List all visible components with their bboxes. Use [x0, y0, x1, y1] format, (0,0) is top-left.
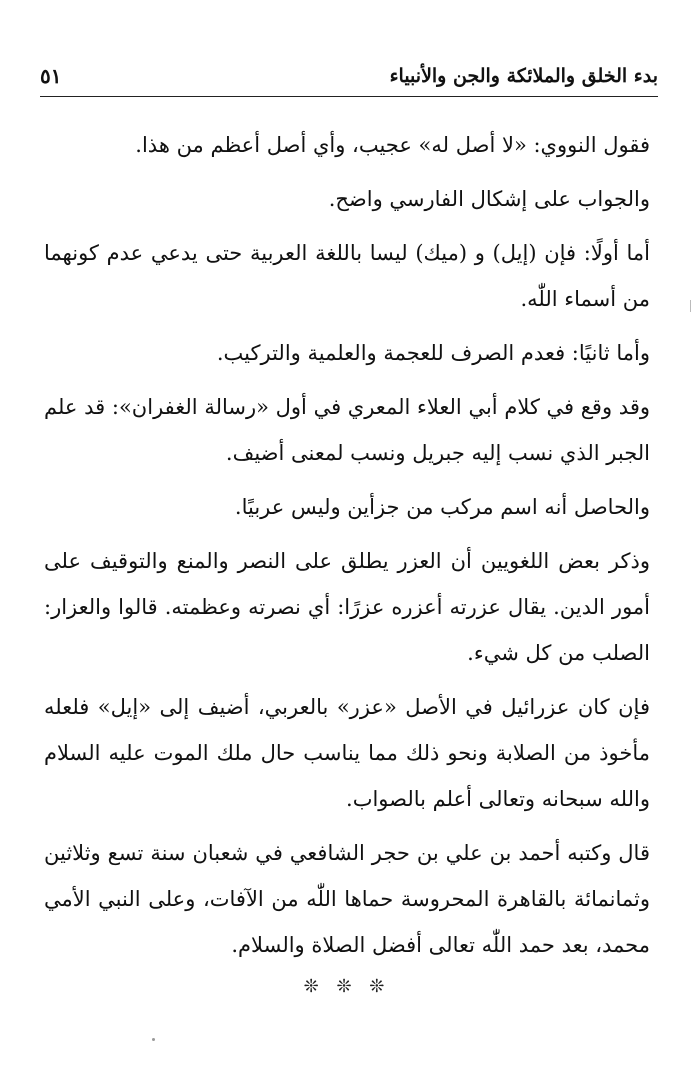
page-header	[40, 58, 658, 94]
paragraph-2: والجواب على إشكال الفارسي واضح.	[328, 187, 650, 211]
paragraph-9: قال وكتبه أحمد بن علي بن حجر الشافعي في شعبان سنة تسع وثلاثين وثمانمائة بالقاهرة المحروسة حماها اللّٰه من الآفات، وعلى النبي الأمي محمد، بعد حمد اللّٰه تعالى أفضل الصلاة والسلام.	[44, 841, 650, 957]
paragraph-7: وذكر بعض اللغويين أن العزر يطلق على النصر والمنع والتوقيف على أمور الدين. يقال عزرته أعزره عزرًا: أي نصرته وعظمته. قالوا والعزار: الصلب من كل شيء.	[44, 549, 650, 665]
margin-mark	[690, 300, 691, 312]
running-title: بدء الخلق والملائكة والجن والأنبياء	[389, 65, 658, 87]
paragraph-6: والحاصل أنه اسم مركب من جزأين وليس عربيًا.	[234, 495, 650, 519]
header-divider	[40, 96, 658, 97]
paragraph-8: فإن كان عزرائيل في الأصل «عزر» بالعربي، أضيف إلى «إيل» فلعله مأخوذ من الصلابة ونحو ذلك مما يناسب حال ملك الموت عليه السلام والله سبحانه وتعالى أعلم بالصواب.	[44, 695, 650, 811]
page-number: ٥١	[40, 64, 62, 88]
paragraph-4: وأما ثانيًا: فعدم الصرف للعجمة والعلمية والتركيب.	[216, 341, 650, 365]
paragraph-1: فقول النووي: «لا أصل له» عجيب، وأي أصل أعظم من هذا.	[135, 133, 650, 157]
body-text	[44, 122, 650, 997]
section-end-ornament: ❊ ❊ ❊	[303, 976, 391, 997]
margin-speck	[152, 1038, 155, 1041]
paragraph-5: وقد وقع في كلام أبي العلاء المعري في أول «رسالة الغفران»: قد علم الجبر الذي نسب إليه جبريل ونسب لمعنى أضيف.	[44, 395, 650, 465]
paragraph-3: أما أولًا: فإن (إيل) و (ميك) ليسا باللغة العربية حتى يدعي عدم كونهما من أسماء اللّٰه.	[44, 241, 650, 311]
